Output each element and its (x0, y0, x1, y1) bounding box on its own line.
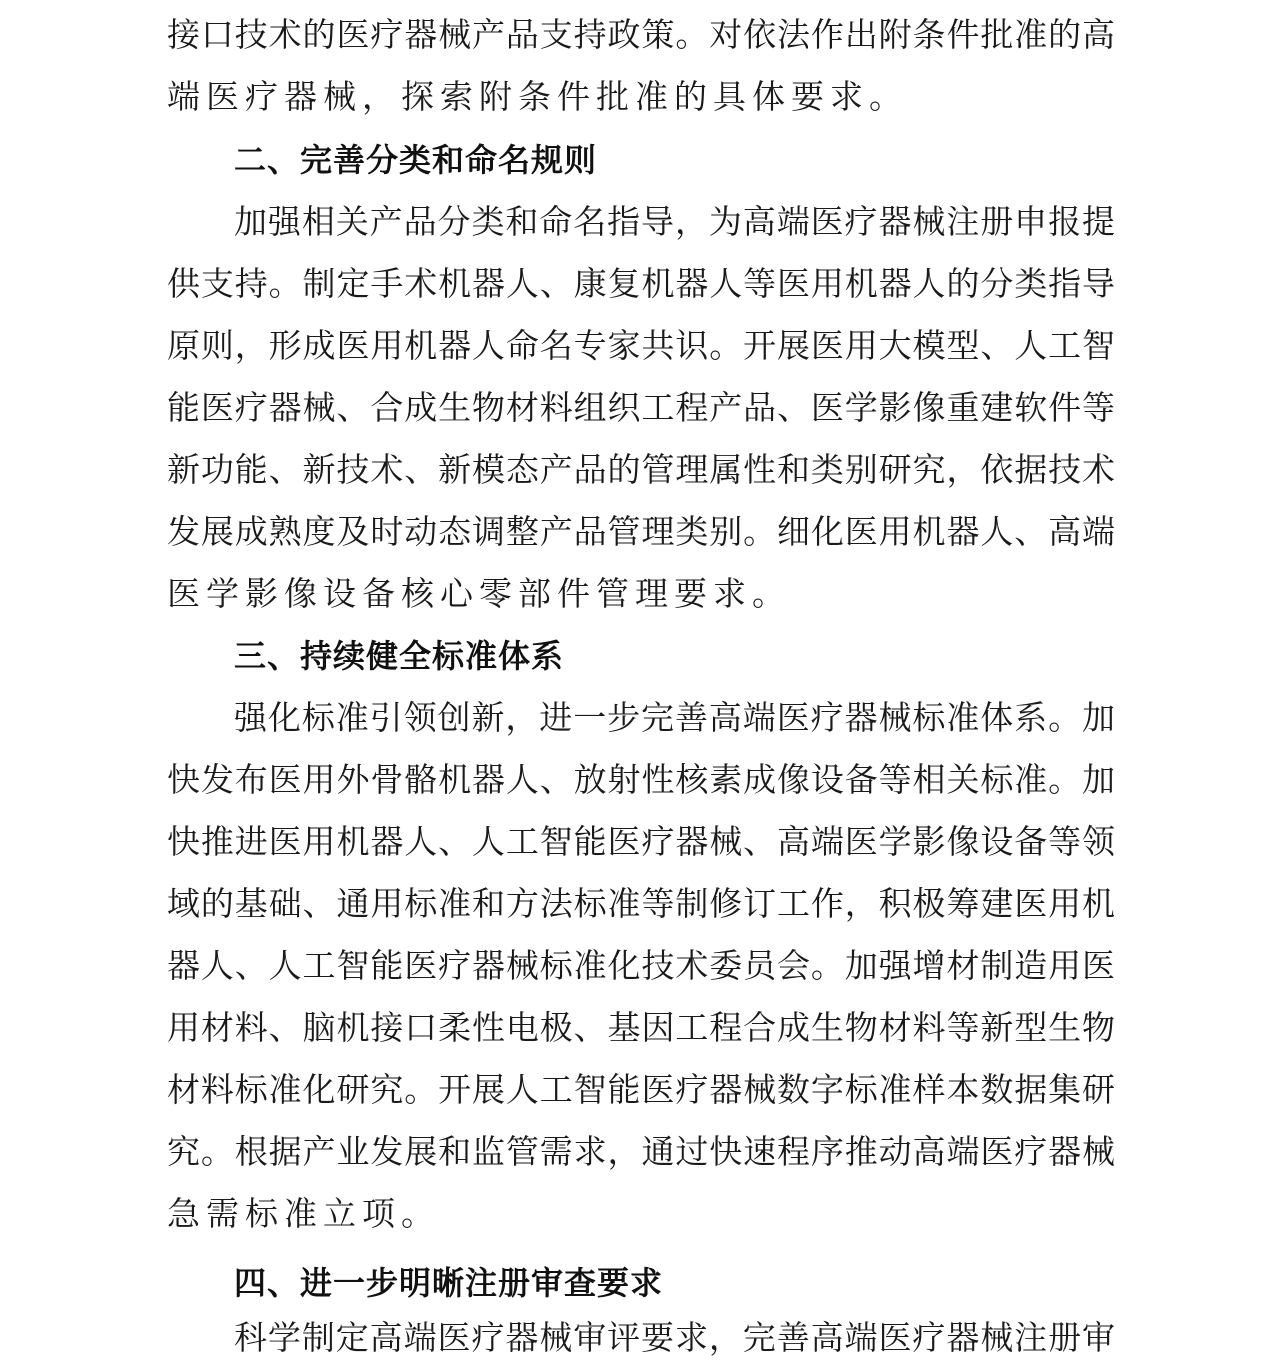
paragraph-line: 发展成熟度及时动态调整产品管理类别。细化医用机器人、高端 (167, 512, 1115, 551)
paragraph-line: 接口技术的医疗器械产品支持政策。对依法作出附条件批准的高 (167, 15, 1115, 54)
paragraph-line: 能医疗器械、合成生物材料组织工程产品、医学影像重建软件等 (167, 388, 1115, 427)
section-heading-3: 三、持续健全标准体系 (234, 637, 565, 675)
paragraph-line: 强化标准引领创新，进一步完善高端医疗器械标准体系。加 (234, 698, 1115, 737)
paragraph-line: 快发布医用外骨骼机器人、放射性核素成像设备等相关标准。加 (167, 760, 1115, 799)
paragraph-line: 端医疗器械，探索附条件批准的具体要求。 (167, 77, 908, 116)
paragraph-line: 加强相关产品分类和命名指导，为高端医疗器械注册申报提 (234, 202, 1115, 241)
paragraph-line: 快推进医用机器人、人工智能医疗器械、高端医学影像设备等领 (167, 822, 1115, 861)
paragraph-line: 域的基础、通用标准和方法标准等制修订工作，积极筹建医用机 (167, 884, 1115, 923)
paragraph-line: 用材料、脑机接口柔性电极、基因工程合成生物材料等新型生物 (167, 1008, 1115, 1047)
section-heading-4: 四、进一步明晰注册审查要求 (234, 1264, 664, 1302)
paragraph-line: 急需标准立项。 (167, 1194, 440, 1233)
paragraph-line: 医学影像设备核心零部件管理要求。 (167, 574, 791, 613)
paragraph-line: 器人、人工智能医疗器械标准化技术委员会。加强增材制造用医 (167, 946, 1115, 985)
section-heading-2: 二、完善分类和命名规则 (234, 141, 598, 179)
paragraph-line: 供支持。制定手术机器人、康复机器人等医用机器人的分类指导 (167, 264, 1115, 303)
paragraph-line: 究。根据产业发展和监管需求，通过快速程序推动高端医疗器械 (167, 1132, 1115, 1171)
paragraph-line: 原则，形成医用机器人命名专家共识。开展医用大模型、人工智 (167, 326, 1115, 365)
paragraph-line: 科学制定高端医疗器械审评要求，完善高端医疗器械注册审 (234, 1318, 1115, 1357)
paragraph-line: 材料标准化研究。开展人工智能医疗器械数字标准样本数据集研 (167, 1070, 1115, 1109)
paragraph-line: 新功能、新技术、新模态产品的管理属性和类别研究，依据技术 (167, 450, 1115, 489)
